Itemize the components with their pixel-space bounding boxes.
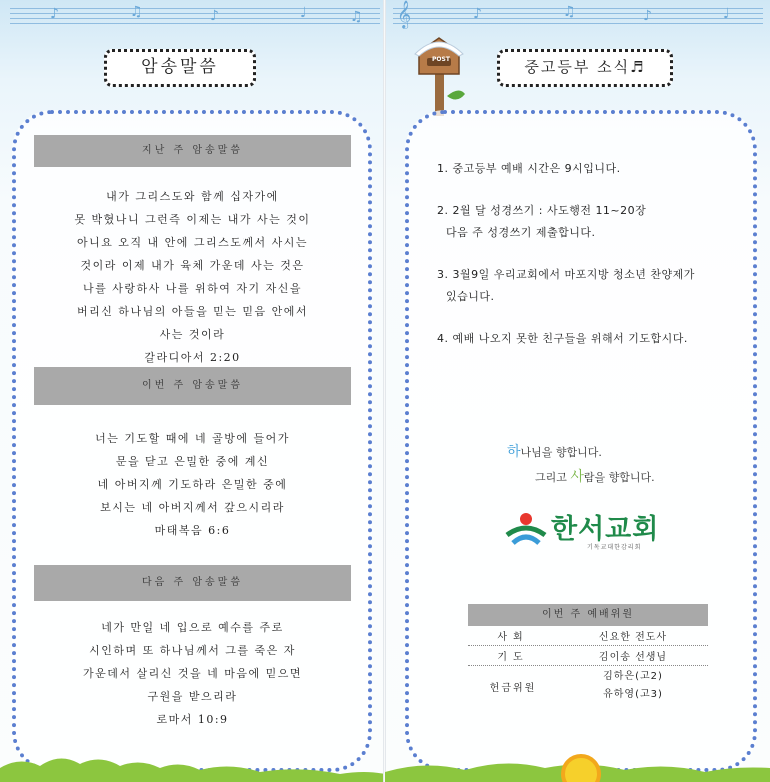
church-denomination: 기독교대한감리회 <box>587 544 642 551</box>
music-note-icon: ♪ <box>50 6 59 22</box>
verse-this-week: 너는 기도할 때에 네 골방에 들어가 문을 닫고 은밀한 중에 계신 네 아버지께 기도하라 은밀한 중에 보시는 네 아버지께서 갚으시리라 마태복음 6:6 <box>95 432 290 537</box>
duty-row: 사회 신요한 전도사 <box>468 626 708 646</box>
memory-verse-title: 암송말씀 <box>104 49 256 87</box>
treble-clef-icon: 𝄞 <box>397 0 412 28</box>
news-item: 2. 2월 달 성경쓰기 : 사도행전 11~20장 다음 주 성경쓰기 제출합니다. <box>437 204 647 239</box>
church-logo <box>505 505 705 555</box>
verse-next-week: 네가 만일 네 입으로 예수를 주로 시인하며 또 하나님께서 그를 죽은 자 가운데서 살리신 것을 네 마음에 믿으면 구원을 받으리라 로마서 10:9 <box>83 621 302 726</box>
music-note-icon: ♪ <box>473 6 482 22</box>
news-item: 3. 3월9일 우리교회에서 마포지방 청소년 찬양제가 있습니다. <box>437 268 695 303</box>
section-heading-next-week: 다음 주 암송말씀 <box>34 565 351 601</box>
verse-last-week: 내가 그리스도와 함께 십자가에 못 박혔나니 그런즉 이제는 내가 사는 것이 아니요 오직 내 안에 그리스도께서 사시는 것이라 이제 내가 육체 가운데 사는 것은 나를 사랑하사 나를 위하여 자기 자신을 버리신 하나님의 아들을 믿는 믿음 안에서 사는 것이라 갈라디아서 2:20 <box>74 190 311 364</box>
grass-decoration <box>0 738 385 782</box>
church-logo-icon <box>505 511 547 547</box>
music-staff-left <box>10 6 380 28</box>
music-note-icon: ♫ <box>563 4 576 20</box>
music-note-icon: ♩ <box>723 6 730 22</box>
music-note-icon: ♪ <box>643 8 652 24</box>
youth-news-title: 중고등부 소식♬ <box>497 49 673 87</box>
duty-row: 기도 김이송 선생님 <box>468 646 708 666</box>
post-sign: POST <box>432 56 450 63</box>
worship-duty-table <box>468 604 708 706</box>
section-heading-this-week: 이번 주 암송말씀 <box>34 367 351 405</box>
duty-row-offering: 헌금위원 김하은(고2) 유하영(고3) <box>489 671 663 700</box>
music-note-icon: ♫ <box>130 4 143 20</box>
slogan-highlight: 사 <box>570 469 584 485</box>
music-note-icon: ♫ <box>350 9 363 25</box>
duty-table-heading: 이번 주 예배위원 <box>468 604 708 626</box>
mailbox-icon <box>407 24 471 116</box>
slogan-highlight: 하 <box>507 444 521 460</box>
news-item: 4. 예배 나오지 못한 친구들을 위해서 기도합시다. <box>437 332 688 345</box>
section-heading-last-week: 지난 주 암송말씀 <box>34 135 351 167</box>
music-note-icon: ♩ <box>300 5 307 21</box>
music-note-icon: ♪ <box>210 8 219 24</box>
news-list <box>437 158 747 370</box>
church-slogan: 하나님을 향합니다. 그리고 사람을 향합니다. <box>507 444 655 485</box>
church-name: 한서교회 <box>551 514 660 545</box>
news-item: 1. 중고등부 예배 시간은 9시입니다. <box>437 162 621 175</box>
